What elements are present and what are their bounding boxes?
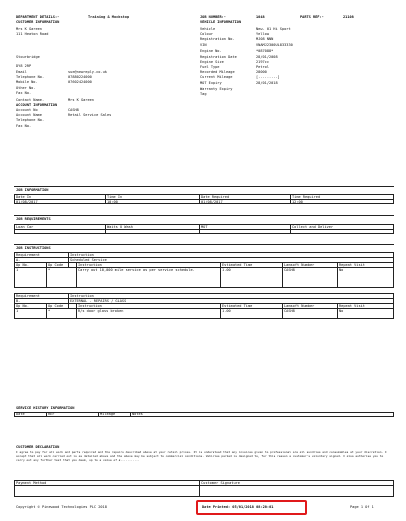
table-rule [282,303,283,319]
table-rule [46,262,47,288]
table-header: Op No. [16,262,29,267]
service-history-title: SERVICE HISTORY INFORMATION [16,406,75,410]
table-cell: Carry out 10,000 mile service as per service schedule. [78,268,195,272]
vehicle-row-label: Recorded Mileage [200,70,235,74]
table-cell: 1 [16,309,19,313]
table-cell: 01/08/2017 [201,199,223,204]
table-rule [76,303,77,319]
table-rule [199,194,200,204]
table-cell: CASH8 [284,268,295,272]
customer-row-label: Email [16,70,27,74]
table-rule [105,224,106,234]
account-row-label: Telephone No. [16,118,45,122]
table-rule [290,224,291,234]
table-rule [46,412,47,417]
requirement-label: Requirement [16,252,40,257]
table-rule [199,480,200,497]
table-cell: * [48,268,51,272]
instruction-value: EXTERNAL - REPAIRS / GLASS [70,298,127,303]
table-cell: 1 [16,268,19,272]
divider [14,215,394,216]
table-header: REF [48,412,55,417]
department-value: Training & Mockstop [88,15,130,19]
requirement-value: A- [16,257,21,262]
vehicle-row-label: Vehicle [200,27,216,31]
vehicle-row-value: New- 01 Hi Sport [256,27,291,31]
job-number-value: 1048 [256,15,265,19]
customer-row-label: Telephone No. [16,75,45,79]
table-rule [68,293,69,308]
customer-name: Mrs K Gareen [16,27,42,31]
vehicle-row-value: *087088* [256,49,274,53]
vehicle-section-title: VEHICLE INFORMATION [200,20,242,24]
account-row-value: Retail Service Sales [68,113,112,117]
table-header: Waits U Wash [107,224,133,229]
customer-section-title: CUSTOMER INFORMATION [16,20,60,24]
customer-postcode: DY8 2RP [16,64,32,68]
date-printed: Date Printed: 05/01/2018 08:20:01 [202,505,274,509]
table-rule [14,229,394,230]
table-cell: No [339,268,344,272]
account-row-label: Account Name [16,113,42,117]
table-header: Estimated Time [222,303,253,308]
table-cell: CASH8 [284,309,295,313]
customer-row-label: Fax No. [16,91,32,95]
vehicle-row-label: Warranty Expiry [200,87,233,91]
table-cell: 1.00 [222,309,231,313]
page-number: Page 1 Of 1 [350,505,374,509]
divider [14,186,394,187]
instruction-label: Instruction [70,252,94,257]
vehicle-row-value: MJ08 NNN [256,37,274,41]
table-rule [220,262,221,288]
table-header: Op Code [48,303,64,308]
table-header: Lamsoft Number [284,303,315,308]
table-header: Mileage [100,412,116,417]
parts-ref-label: PARTS REF:- [300,15,324,19]
table-header: Op No. [16,303,29,308]
vehicle-row-value: 2197cc [256,60,269,64]
customer-row-label: Mobile No. [16,80,38,84]
customer-row-value: 07602424000 [68,80,92,84]
customer-row-value: Mrs K Gareen [68,98,94,102]
instruction-value: Scheduled Service [70,257,107,262]
table-rule [337,303,338,319]
table-header: MOT [201,224,208,229]
vehicle-row-value: [.........] [256,75,280,79]
table-cell: 10:00 [107,199,118,204]
account-row-label: Account No [16,108,38,112]
customer-row-value: 07880224000 [68,75,92,79]
customer-town: Stourbridge [16,55,40,59]
vehicle-row-label: Tag [200,92,207,96]
job-information-title: JOB INFORMATION [16,188,49,192]
table-header: Notes [132,412,143,417]
table-cell: No [339,309,344,313]
vehicle-row-label: Colour [200,32,213,36]
requirement-value: B- [16,298,21,303]
customer-row-value: sue@newreply.co.uk [68,70,107,74]
declaration-title: CUSTOMER DECLARATION [16,445,60,449]
table-cell: 1.00 [222,268,231,272]
table-rule [76,262,77,288]
job-requirements-title: JOB REQUIREMENTS [16,217,51,221]
table-header: Instruction [78,262,102,267]
vehicle-row-value: VNAMJ2300UL833330 [256,43,293,47]
table-header: Time Required [292,194,321,199]
vehicle-row-label: Registration No. [200,37,235,41]
table-rule [68,252,69,267]
table-header: Date In [16,194,32,199]
account-row-value: CASH8 [68,108,79,112]
customer-row-label: Contact Name. [16,98,45,102]
customer-signature-label: Customer Signature [201,480,240,485]
table-cell: * [48,309,51,313]
table-header: Lamsoft Number [284,262,315,267]
table-rule [46,303,47,319]
table-rule [98,412,99,417]
vehicle-row-value: 28/01/2018 [256,81,278,85]
table-header: Repeat Visit [339,262,365,267]
table-rule [130,412,131,417]
customer-address: 111 Heaton Road [16,32,49,36]
vehicle-row-label: Current Mileage [200,75,233,79]
vehicle-row-label: Engine Size [200,60,224,64]
table-header: Date [16,412,25,417]
table-cell: 01/08/2017 [16,199,38,204]
table-header: Time In [107,194,123,199]
table-rule [199,224,200,234]
table-cell: 12:00 [292,199,303,204]
divider [14,244,394,245]
table-header: Instruction [78,303,102,308]
requirement-label: Requirement [16,293,40,298]
copyright: Copyright © Pinewood Technologies PLC 2018 [16,505,107,509]
vehicle-row-value: Petrol [256,65,269,69]
table-header: Date Required [201,194,230,199]
vehicle-row-label: Registration Date [200,55,237,59]
table-rule [220,303,221,319]
vehicle-row-value: 28000 [256,70,267,74]
vehicle-row-value: 28/01/2008 [256,55,278,59]
table-header: Repeat Visit [339,303,365,308]
table-rule [290,194,291,204]
account-row-label: Fax No. [16,124,32,128]
declaration-text: I agree to pay for all work and parts required and the repairs described above at your retail prices. It is understood that any invoices given to professional are all sundries and consumables at your discretion. I accept that all work carried out is as detailed above and the above may be subject to commercial conditions. Vehicles parked is designed to, for this reason a customer's voluntary signed. I also authorise you to carry out any further test that you deem, up to a value of £........... [16,450,387,462]
table-rule [337,262,338,288]
vehicle-row-label: VIN [200,43,207,47]
vehicle-row-label: MOT Expiry [200,81,222,85]
job-number-label: JOB NUMBER:- [200,15,226,19]
vehicle-row-label: Fuel Type [200,65,220,69]
table-header: Collect and Deliver [292,224,334,229]
table-cell: R/s door glass broken [78,309,124,313]
payment-method-label: Payment Method [16,480,47,485]
vehicle-row-label: Engine No. [200,49,222,53]
table-header: Estimated Time [222,262,253,267]
table-rule [105,194,106,204]
service-history-table [14,412,394,417]
customer-row-label: Other No. [16,86,36,90]
vehicle-row-value: Yellow [256,32,269,36]
table-header: Loan Car [16,224,34,229]
job-instructions-title: JOB INSTRUCTIONS [16,246,51,250]
table-header: Op Code [48,262,64,267]
table-rule [14,485,394,486]
instruction-label: Instruction [70,293,94,298]
table-rule [282,262,283,288]
parts-ref-value: 21108 [343,15,354,19]
department-label: DEPARTMENT DETAILS:- [16,15,60,19]
account-section-title: ACCOUNT INFORMATION [16,103,58,107]
